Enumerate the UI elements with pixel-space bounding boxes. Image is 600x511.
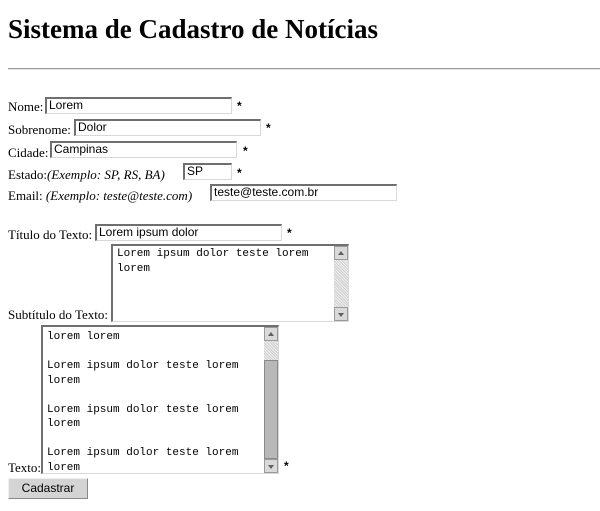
email-input[interactable]: teste@teste.com.br [210, 184, 397, 201]
scrollbar-track[interactable] [334, 260, 348, 307]
subtitulo-scrollbar[interactable] [334, 246, 348, 321]
titulo-required-marker: * [287, 226, 292, 240]
cadastrar-button[interactable]: Cadastrar [8, 478, 88, 499]
horizontal-divider [8, 68, 600, 70]
sobrenome-label: Sobrenome: [8, 122, 71, 137]
nome-required-marker: * [237, 99, 242, 113]
scroll-up-arrow-icon[interactable] [264, 327, 278, 341]
titulo-label: Título do Texto: [8, 227, 93, 242]
estado-label: Estado: [8, 167, 47, 182]
nome-input[interactable]: Lorem [45, 97, 232, 114]
texto-scrollbar[interactable] [264, 327, 278, 473]
cidade-input[interactable]: Campinas [50, 141, 237, 158]
estado-label-group [8, 167, 165, 183]
scrollbar-thumb[interactable] [264, 360, 278, 459]
estado-input[interactable]: SP [183, 163, 232, 180]
sobrenome-input[interactable]: Dolor [74, 119, 261, 136]
scroll-down-arrow-icon[interactable] [264, 459, 278, 473]
email-hint: (Exemplo: teste@teste.com) [45, 188, 193, 203]
titulo-input[interactable]: Lorem ipsum dolor [95, 224, 282, 241]
email-label-group [8, 188, 192, 204]
estado-required-marker: * [237, 166, 242, 180]
subtitulo-text: Lorem ipsum dolor teste lorem lorem [117, 248, 316, 275]
texto-textarea[interactable] [41, 325, 279, 474]
scroll-down-arrow-icon[interactable] [334, 307, 348, 321]
cidade-required-marker: * [243, 144, 248, 158]
page-title: Sistema de Cadastro de Notícias [8, 14, 378, 44]
scroll-up-arrow-icon[interactable] [334, 246, 348, 260]
cidade-label: Cidade: [8, 145, 49, 160]
texto-text: lorem lorem Lorem ipsum dolor teste lorem lorem Lorem ipsum dolor teste lorem lorem Lorem ipsum dolor teste lorem lorem [47, 331, 239, 473]
texto-label: Texto: [8, 460, 42, 475]
subtitulo-label: Subtítulo do Texto: [8, 307, 108, 322]
subtitulo-textarea[interactable] [111, 244, 349, 322]
sobrenome-required-marker: * [266, 121, 271, 135]
nome-label: Nome: [8, 99, 44, 114]
estado-hint: (Exemplo: SP, RS, BA) [47, 167, 165, 182]
email-label: Email: [8, 188, 43, 203]
texto-required-marker: * [284, 459, 289, 473]
